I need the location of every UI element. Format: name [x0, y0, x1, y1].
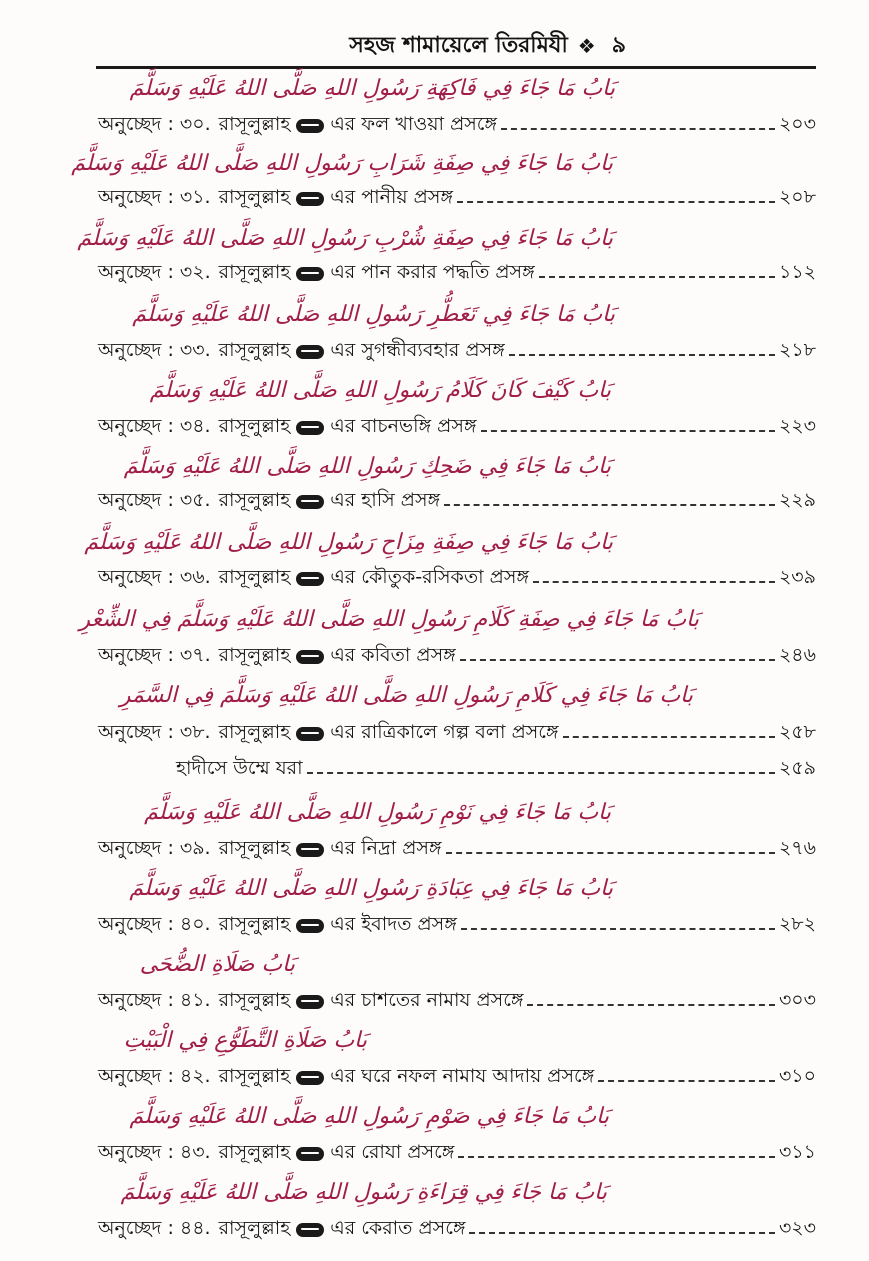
toc-entry[interactable]	[98, 1062, 816, 1094]
prophet-name: রাসূলুল্লাহ	[218, 913, 291, 935]
dot-leader	[481, 428, 775, 432]
dot-leader	[469, 1230, 775, 1234]
entry-topic: এর বাচনভঙ্গি প্রসঙ্গ	[330, 415, 477, 437]
arabic-chapter-heading: بَابُ كَيْفَ كَانَ كَلَامُ رَسُولِ اللهِ صَلَّى اللهُ عَلَيْهِ وَسَلَّمَ	[149, 378, 611, 403]
dot-leader	[563, 734, 775, 738]
prophet-name: রাসূলুল্লাহ	[218, 1217, 291, 1239]
arabic-chapter-heading: بَابُ مَا جَاءَ فِي نَوْمِ رَسُولِ اللهِ صَلَّى اللهُ عَلَيْهِ وَسَلَّمَ	[144, 800, 611, 825]
prophet-name: রাসূলুল্লাহ	[218, 415, 291, 437]
dot-leader	[598, 1078, 775, 1082]
entry-topic: এর ঘরে নফল নামায আদায় প্রসঙ্গে	[330, 1065, 595, 1087]
entry-topic: এর নিদ্রা প্রসঙ্গ	[330, 837, 442, 859]
arabic-chapter-heading: بَابُ مَا جَاءَ فِي صِفَةِ مِزَاحِ رَسُولِ اللهِ صَلَّى اللهُ عَلَيْهِ وَسَلَّمَ	[84, 530, 613, 555]
entry-label: অনুচ্ছেদ : ৩৩.	[98, 339, 211, 361]
toc-entry[interactable]	[98, 412, 816, 444]
salutation-icon	[296, 843, 324, 857]
entry-label: অনুচ্ছেদ : ৪৪.	[98, 1217, 211, 1239]
salutation-icon	[296, 345, 324, 359]
entry-page: ১১২	[778, 261, 816, 283]
book-title: সহজ শামায়েলে তিরমিযী	[349, 32, 568, 58]
dot-leader	[458, 1154, 775, 1158]
entry-page: ২৮২	[778, 913, 816, 935]
entry-topic: এর কেরাত প্রসঙ্গে	[330, 1217, 466, 1239]
dot-leader	[533, 579, 775, 583]
entry-page: ২৩৯	[778, 566, 816, 588]
entry-topic: এর রোযা প্রসঙ্গে	[330, 1141, 455, 1163]
salutation-icon	[296, 267, 324, 281]
dot-leader	[501, 126, 775, 130]
entry-label: অনুচ্ছেদ : ৪০.	[98, 913, 211, 935]
dot-leader	[460, 657, 775, 661]
toc-entry[interactable]	[98, 183, 816, 215]
entry-label: অনুচ্ছেদ : ৩১.	[98, 186, 211, 208]
prophet-name: রাসূলুল্লাহ	[218, 113, 291, 135]
arabic-chapter-heading: بَابُ مَا جَاءَ فِي صِفَةِ شُرْبِ رَسُولِ اللهِ صَلَّى اللهُ عَلَيْهِ وَسَلَّمَ	[77, 226, 613, 251]
arabic-chapter-heading: بَابُ مَا جَاءَ فِي عِبَادَةِ رَسُولِ اللهِ صَلَّى اللهُ عَلَيْهِ وَسَلَّمَ	[129, 876, 613, 901]
dot-leader	[457, 199, 775, 203]
dot-leader	[446, 850, 775, 854]
entry-topic: এর ইবাদত প্রসঙ্গ	[330, 913, 457, 935]
entry-label: অনুচ্ছেদ : ৪৩.	[98, 1141, 211, 1163]
entry-topic: এর ফল খাওয়া প্রসঙ্গে	[330, 113, 498, 135]
salutation-icon	[296, 1071, 324, 1085]
prophet-name: রাসূলুল্লাহ	[218, 186, 291, 208]
entry-label: অনুচ্ছেদ : ৩৯.	[98, 837, 211, 859]
arabic-chapter-heading: بَابُ مَا جَاءَ فِي فَاكِهَةِ رَسُولِ اللهِ صَلَّى اللهُ عَلَيْهِ وَسَلَّمَ	[129, 76, 615, 101]
arabic-chapter-heading: بَابُ مَا جَاءَ فِي صِفَةِ شَرَابِ رَسُولِ اللهِ صَلَّى اللهُ عَلَيْهِ وَسَلَّمَ	[71, 151, 613, 176]
toc-entry[interactable]	[98, 1214, 816, 1246]
entry-page: ৩১১	[778, 1141, 816, 1163]
prophet-name: রাসূলুল্লাহ	[218, 1065, 291, 1087]
entry-label: অনুচ্ছেদ : ৩৮.	[98, 721, 211, 743]
prophet-name: রাসূলুল্লাহ	[218, 339, 291, 361]
arabic-chapter-heading: بَابُ صَلَاةِ الضُّحَى	[139, 952, 295, 977]
entry-page: ৩২৩	[778, 1217, 816, 1239]
entry-page: ২২৯	[778, 489, 816, 511]
dot-leader	[444, 502, 775, 506]
entry-topic: এর পানীয় প্রসঙ্গ	[330, 186, 453, 208]
prophet-name: রাসূলুল্লাহ	[218, 1141, 291, 1163]
subentry-text: হাদীসে উম্মে যরা	[176, 757, 303, 779]
entry-page: ৩১০	[778, 1065, 816, 1087]
salutation-icon	[296, 572, 324, 586]
entry-topic: এর চাশতের নামায প্রসঙ্গে	[330, 989, 524, 1011]
entry-page: ২৪৬	[778, 644, 816, 666]
prophet-name: রাসূলুল্লাহ	[218, 261, 291, 283]
entry-topic: এর হাসি প্রসঙ্গ	[330, 489, 441, 511]
entry-topic: এর কবিতা প্রসঙ্গ	[330, 644, 456, 666]
dot-leader	[527, 1002, 774, 1006]
toc-entry[interactable]	[98, 986, 816, 1018]
prophet-name: রাসূলুল্লাহ	[218, 489, 291, 511]
dot-leader	[539, 274, 775, 278]
prophet-name: রাসূলুল্লাহ	[218, 566, 291, 588]
toc-entry[interactable]	[98, 563, 816, 595]
prophet-name: রাসূলুল্লাহ	[218, 837, 291, 859]
entry-label: অনুচ্ছেদ : ৩৫.	[98, 489, 211, 511]
arabic-chapter-heading: بَابُ مَا جَاءَ فِي ضَحِكِ رَسُولِ اللهِ صَلَّى اللهُ عَلَيْهِ وَسَلَّمَ	[123, 454, 611, 479]
toc-entry[interactable]	[98, 641, 816, 673]
toc-subentry[interactable]	[176, 754, 816, 786]
entry-label: অনুচ্ছেদ : ৩৪.	[98, 415, 211, 437]
entry-label: অনুচ্ছেদ : ৩৭.	[98, 644, 211, 666]
entry-page: ২৫৮	[778, 721, 816, 743]
toc-entry[interactable]	[98, 336, 816, 368]
arabic-chapter-heading: بَابُ مَا جَاءَ فِي صَوْمِ رَسُولِ اللهِ صَلَّى اللهُ عَلَيْهِ وَسَلَّمَ	[129, 1104, 609, 1129]
dot-leader	[461, 926, 775, 930]
toc-entry[interactable]	[98, 910, 816, 942]
entry-label: অনুচ্ছেদ : ৩০.	[98, 113, 211, 135]
subentry-page: ২৫৯	[778, 757, 816, 779]
entry-topic: এর কৌতুক-রসিকতা প্রসঙ্গ	[330, 566, 529, 588]
arabic-chapter-heading: بَابُ مَا جَاءَ فِي كَلَامِ رَسُولِ اللهِ صَلَّى اللهُ عَلَيْهِ وَسَلَّمَ فِي السَّمَرِ	[119, 683, 693, 708]
entry-page: ২০৮	[778, 186, 816, 208]
salutation-icon	[296, 650, 324, 664]
entry-label: অনুচ্ছেদ : ৩৬.	[98, 566, 211, 588]
salutation-icon	[296, 995, 324, 1009]
page-header	[96, 26, 816, 69]
dot-leader	[307, 770, 775, 774]
entry-page: ২০৩	[778, 113, 816, 135]
entry-page: ৩০৩	[778, 989, 816, 1011]
toc-entry[interactable]	[98, 1138, 816, 1170]
dot-leader	[509, 352, 775, 356]
toc-entry[interactable]	[98, 718, 816, 750]
page-number: ৯	[611, 32, 626, 58]
toc-entry[interactable]	[98, 486, 816, 518]
salutation-icon	[296, 1223, 324, 1237]
arabic-chapter-heading: بَابُ مَا جَاءَ فِي صِفَةِ كَلَامِ رَسُولِ اللهِ صَلَّى اللهُ عَلَيْهِ وَسَلَّمَ فِي الشِّعْرِ	[79, 607, 699, 632]
entry-page: ২২৩	[778, 415, 816, 437]
salutation-icon	[296, 421, 324, 435]
salutation-icon	[296, 119, 324, 133]
arabic-chapter-heading: بَابُ مَا جَاءَ فِي قِرَاءَةِ رَسُولِ اللهِ صَلَّى اللهُ عَلَيْهِ وَسَلَّمَ	[120, 1180, 607, 1205]
salutation-icon	[296, 1147, 324, 1161]
prophet-name: রাসূলুল্লাহ	[218, 721, 291, 743]
entry-label: অনুচ্ছেদ : ৪২.	[98, 1065, 211, 1087]
prophet-name: রাসূলুল্লাহ	[218, 644, 291, 666]
arabic-chapter-heading: بَابُ مَا جَاءَ فِي تَعَطُّرِ رَسُولِ اللهِ صَلَّى اللهُ عَلَيْهِ وَسَلَّمَ	[132, 302, 615, 327]
prophet-name: রাসূলুল্লাহ	[218, 989, 291, 1011]
salutation-icon	[296, 919, 324, 933]
toc-entry[interactable]	[98, 258, 816, 290]
toc-entry[interactable]	[98, 834, 816, 866]
entry-label: অনুচ্ছেদ : ৩২.	[98, 261, 211, 283]
toc-entry[interactable]	[98, 110, 816, 142]
entry-topic: এর পান করার পদ্ধতি প্রসঙ্গ	[330, 261, 535, 283]
entry-page: ২১৮	[778, 339, 816, 361]
entry-label: অনুচ্ছেদ : ৪১.	[98, 989, 211, 1011]
entry-page: ২৭৬	[778, 837, 816, 859]
entry-topic: এর রাত্রিকালে গল্প বলা প্রসঙ্গে	[330, 721, 559, 743]
arabic-chapter-heading: بَابُ صَلَاةِ التَّطَوُّعِ فِي الْبَيْتِ	[123, 1028, 367, 1053]
entry-topic: এর সুগন্ধীব্যবহার প্রসঙ্গ	[330, 339, 505, 361]
salutation-icon	[296, 495, 324, 509]
salutation-icon	[296, 192, 324, 206]
salutation-icon	[296, 727, 324, 741]
diamond-ornament-icon: ❖	[577, 34, 596, 58]
